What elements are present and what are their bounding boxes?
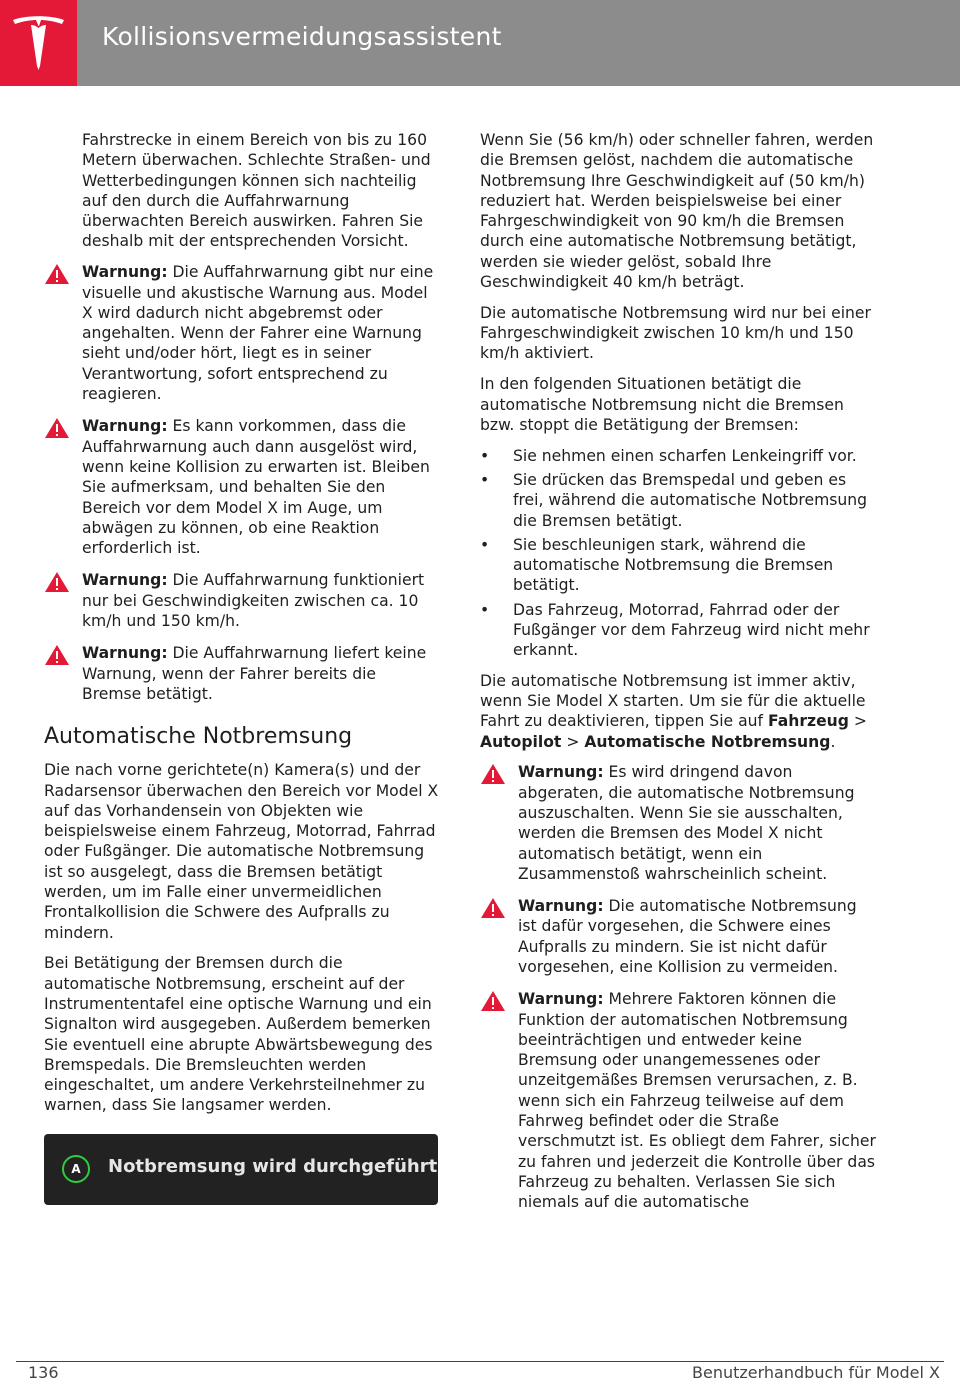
warning-icon <box>480 763 506 785</box>
menu-path-emergency-braking: Automatische Notbremsung <box>584 732 831 751</box>
warning-icon <box>44 571 70 593</box>
page-title: Kollisionsvermeidungsassistent <box>102 22 502 51</box>
warning-block <box>44 643 440 704</box>
paragraph: Bei Betätigung der Bremsen durch die automatische Notbremsung, erscheint auf der Instrumententafel eine optische Warnung und ein Signalton wird ausgegeben. Außerdem bemerken Sie eventuell eine abrupte Abwärtsbewegung des Bremspedals. Die Bremsleuchten werden eingeschaltet, um andere Verkehrsteilnehmer zu warnen, dass Sie langsamer werden. <box>44 954 433 1115</box>
section-title: Automatische Notbremsung <box>44 724 353 750</box>
warning-block <box>44 570 440 631</box>
bullet-icon: • <box>480 446 490 465</box>
warning-block <box>480 762 876 884</box>
warning-block <box>480 896 876 977</box>
warning-text: Die automatische Notbremsung ist dafür vorgesehen, die Schwere eines Aufpralls zu mindern. Sie ist nicht dafür vorgesehen, eine Kollision zu vermeiden. <box>518 897 857 976</box>
footer-title: Benutzerhandbuch für Model X <box>692 1363 940 1382</box>
paragraph <box>480 671 876 752</box>
menu-path-autopilot: Autopilot <box>480 732 562 751</box>
paragraph: Wenn Sie (56 km/h) oder schneller fahren, werden die Bremsen gelöst, nachdem die automatische Notbremsung Ihre Geschwindigkeit auf (50 km/h) reduziert hat. Werden beispielsweise bei einer Fahrgeschwindigkeit von 90 km/h die Bremsen durch eine automatische Notbremsung betätigt, werden sie wieder gelöst, sobald Ihre Geschwindigkeit 40 km/h beträgt. <box>480 131 874 292</box>
warning-icon <box>480 897 506 919</box>
tesla-logo <box>0 0 77 86</box>
warning-icon <box>44 263 70 285</box>
bullet-list <box>480 446 876 661</box>
list-item-text: Sie nehmen einen scharfen Lenkeingriff vor. <box>513 446 857 465</box>
list-item-text: Sie beschleunigen stark, während die automatische Notbremsung die Bremsen betätigt. <box>513 535 834 595</box>
autopilot-a-icon: A <box>62 1155 90 1183</box>
paragraph: Die nach vorne gerichtete(n) Kamera(s) und der Radarsensor überwachen den Bereich vor Model X auf das Vorhandensein von Objekten wie beispielsweise einem Fahrzeug, Motorrad, Fahrrad oder Fußgänger. Die automatische Notbremsung ist so ausgelegt, dass die Bremsen betätigt werden, um im Falle einer unvermeidlichen Frontalkollision die Schwere des Aufpralls zu mindern. <box>44 761 439 942</box>
paragraph: Die automatische Notbremsung wird nur bei einer Fahrgeschwindigkeit zwischen 10 km/h und 150 km/h aktiviert. <box>480 303 871 363</box>
warning-label: Warnung: <box>82 571 168 590</box>
warning-text: Es kann vorkommen, dass die Auffahrwarnung auch dann ausgelöst wird, wenn keine Kollision zu erwarten ist. Bleiben Sie aufmerksam, und behalten Sie den Bereich vor dem Model X im Auge, um abwägen zu können, ob eine Reaktion erforderlich ist. <box>82 417 430 558</box>
page-header <box>0 0 960 86</box>
warning-label: Warnung: <box>518 763 604 782</box>
warning-label: Warnung: <box>82 417 168 436</box>
warning-text: Die Auffahrwarnung gibt nur eine visuelle und akustische Warnung aus. Model X wird dadurch nicht abgebremst oder angehalten. Wenn der Fahrer eine Warnung sieht und/oder hört, liegt es in seiner Verantwortung, sofort entsprechend zu reagieren. <box>82 263 434 404</box>
menu-path-separator: > <box>848 712 867 731</box>
warning-icon <box>480 990 506 1012</box>
list-item <box>480 446 876 466</box>
paragraph: In den folgenden Situationen betätigt die automatische Notbremsung nicht die Bremsen bzw. stoppt die Betätigung der Bremsen: <box>480 375 844 434</box>
warning-icon <box>44 417 70 439</box>
warning-label: Warnung: <box>82 263 168 282</box>
bullet-icon: • <box>480 470 490 489</box>
emergency-braking-banner <box>44 1134 438 1205</box>
list-item-text: Das Fahrzeug, Motorrad, Fahrrad oder der Fußgänger vor dem Fahrzeug wird nicht mehr erkannt. <box>513 600 870 660</box>
warning-text: Es wird dringend davon abgeraten, die automatische Notbremsung auszuschalten. Wenn Sie sie ausschalten, werden die Bremsen des Model X nicht automatisch betätigt, wenn ein Zusammenstoß wahrscheinlich scheint. <box>518 763 855 883</box>
menu-path-separator: > <box>561 732 585 751</box>
banner-text: Notbremsung wird durchgeführt <box>108 1155 438 1177</box>
right-column <box>480 130 876 1225</box>
list-item <box>480 535 876 596</box>
left-column <box>44 130 440 1205</box>
bullet-icon: • <box>480 600 490 619</box>
warning-label: Warnung: <box>518 897 604 916</box>
tesla-logo-icon <box>11 14 66 72</box>
list-item <box>480 470 876 531</box>
warning-label: Warnung: <box>82 644 168 663</box>
warning-block <box>44 262 440 404</box>
warning-text: Die Auffahrwarnung liefert keine Warnung, wenn der Fahrer bereits die Bremse betätigt. <box>82 644 427 703</box>
warning-text: Die Auffahrwarnung funktioniert nur bei Geschwindigkeiten zwischen ca. 10 km/h und 150 km/h. <box>82 571 425 631</box>
warning-icon <box>44 644 70 666</box>
warning-label: Warnung: <box>518 990 604 1009</box>
paragraph-text: Die automatische Notbremsung ist immer aktiv, wenn Sie Model X starten. Um sie für die aktuelle Fahrt zu deaktivieren, tippen Sie auf <box>480 671 866 731</box>
page-number: 136 <box>28 1363 59 1382</box>
menu-path-vehicle: Fahrzeug <box>767 712 849 731</box>
warning-block <box>44 416 440 558</box>
footer-divider <box>16 1361 944 1362</box>
warning-text: Mehrere Faktoren können die Funktion der automatischen Notbremsung beeinträchtigen und entweder keine Bremsung oder unangemessenes oder unzeitgemäßes Bremsen verursachen, z. B. wenn sich ein Fahrzeug teilweise auf dem Fahrweg befindet oder die Straße verschmutzt ist. Es obliegt dem Fahrer, sicher zu fahren und jederzeit die Kontrolle über das Fahrzeug zu behalten. Verlassen Sie sich niemals auf die automatische <box>518 990 876 1212</box>
menu-path-end: . <box>830 732 836 751</box>
intro-paragraph: Fahrstrecke in einem Bereich von bis zu 160 Metern überwachen. Schlechte Straßen- und Wetterbedingungen können sich nachteilig auf den durch die Auffahrwarnung überwachten Bereich auswirken. Fahren Sie deshalb mit der entsprechenden Vorsicht. <box>82 131 431 251</box>
list-item <box>480 600 876 661</box>
bullet-icon: • <box>480 535 490 554</box>
list-item-text: Sie drücken das Bremspedal und geben es frei, während die automatische Notbremsung die Bremsen betätigt. <box>513 470 868 530</box>
warning-block <box>480 989 876 1212</box>
